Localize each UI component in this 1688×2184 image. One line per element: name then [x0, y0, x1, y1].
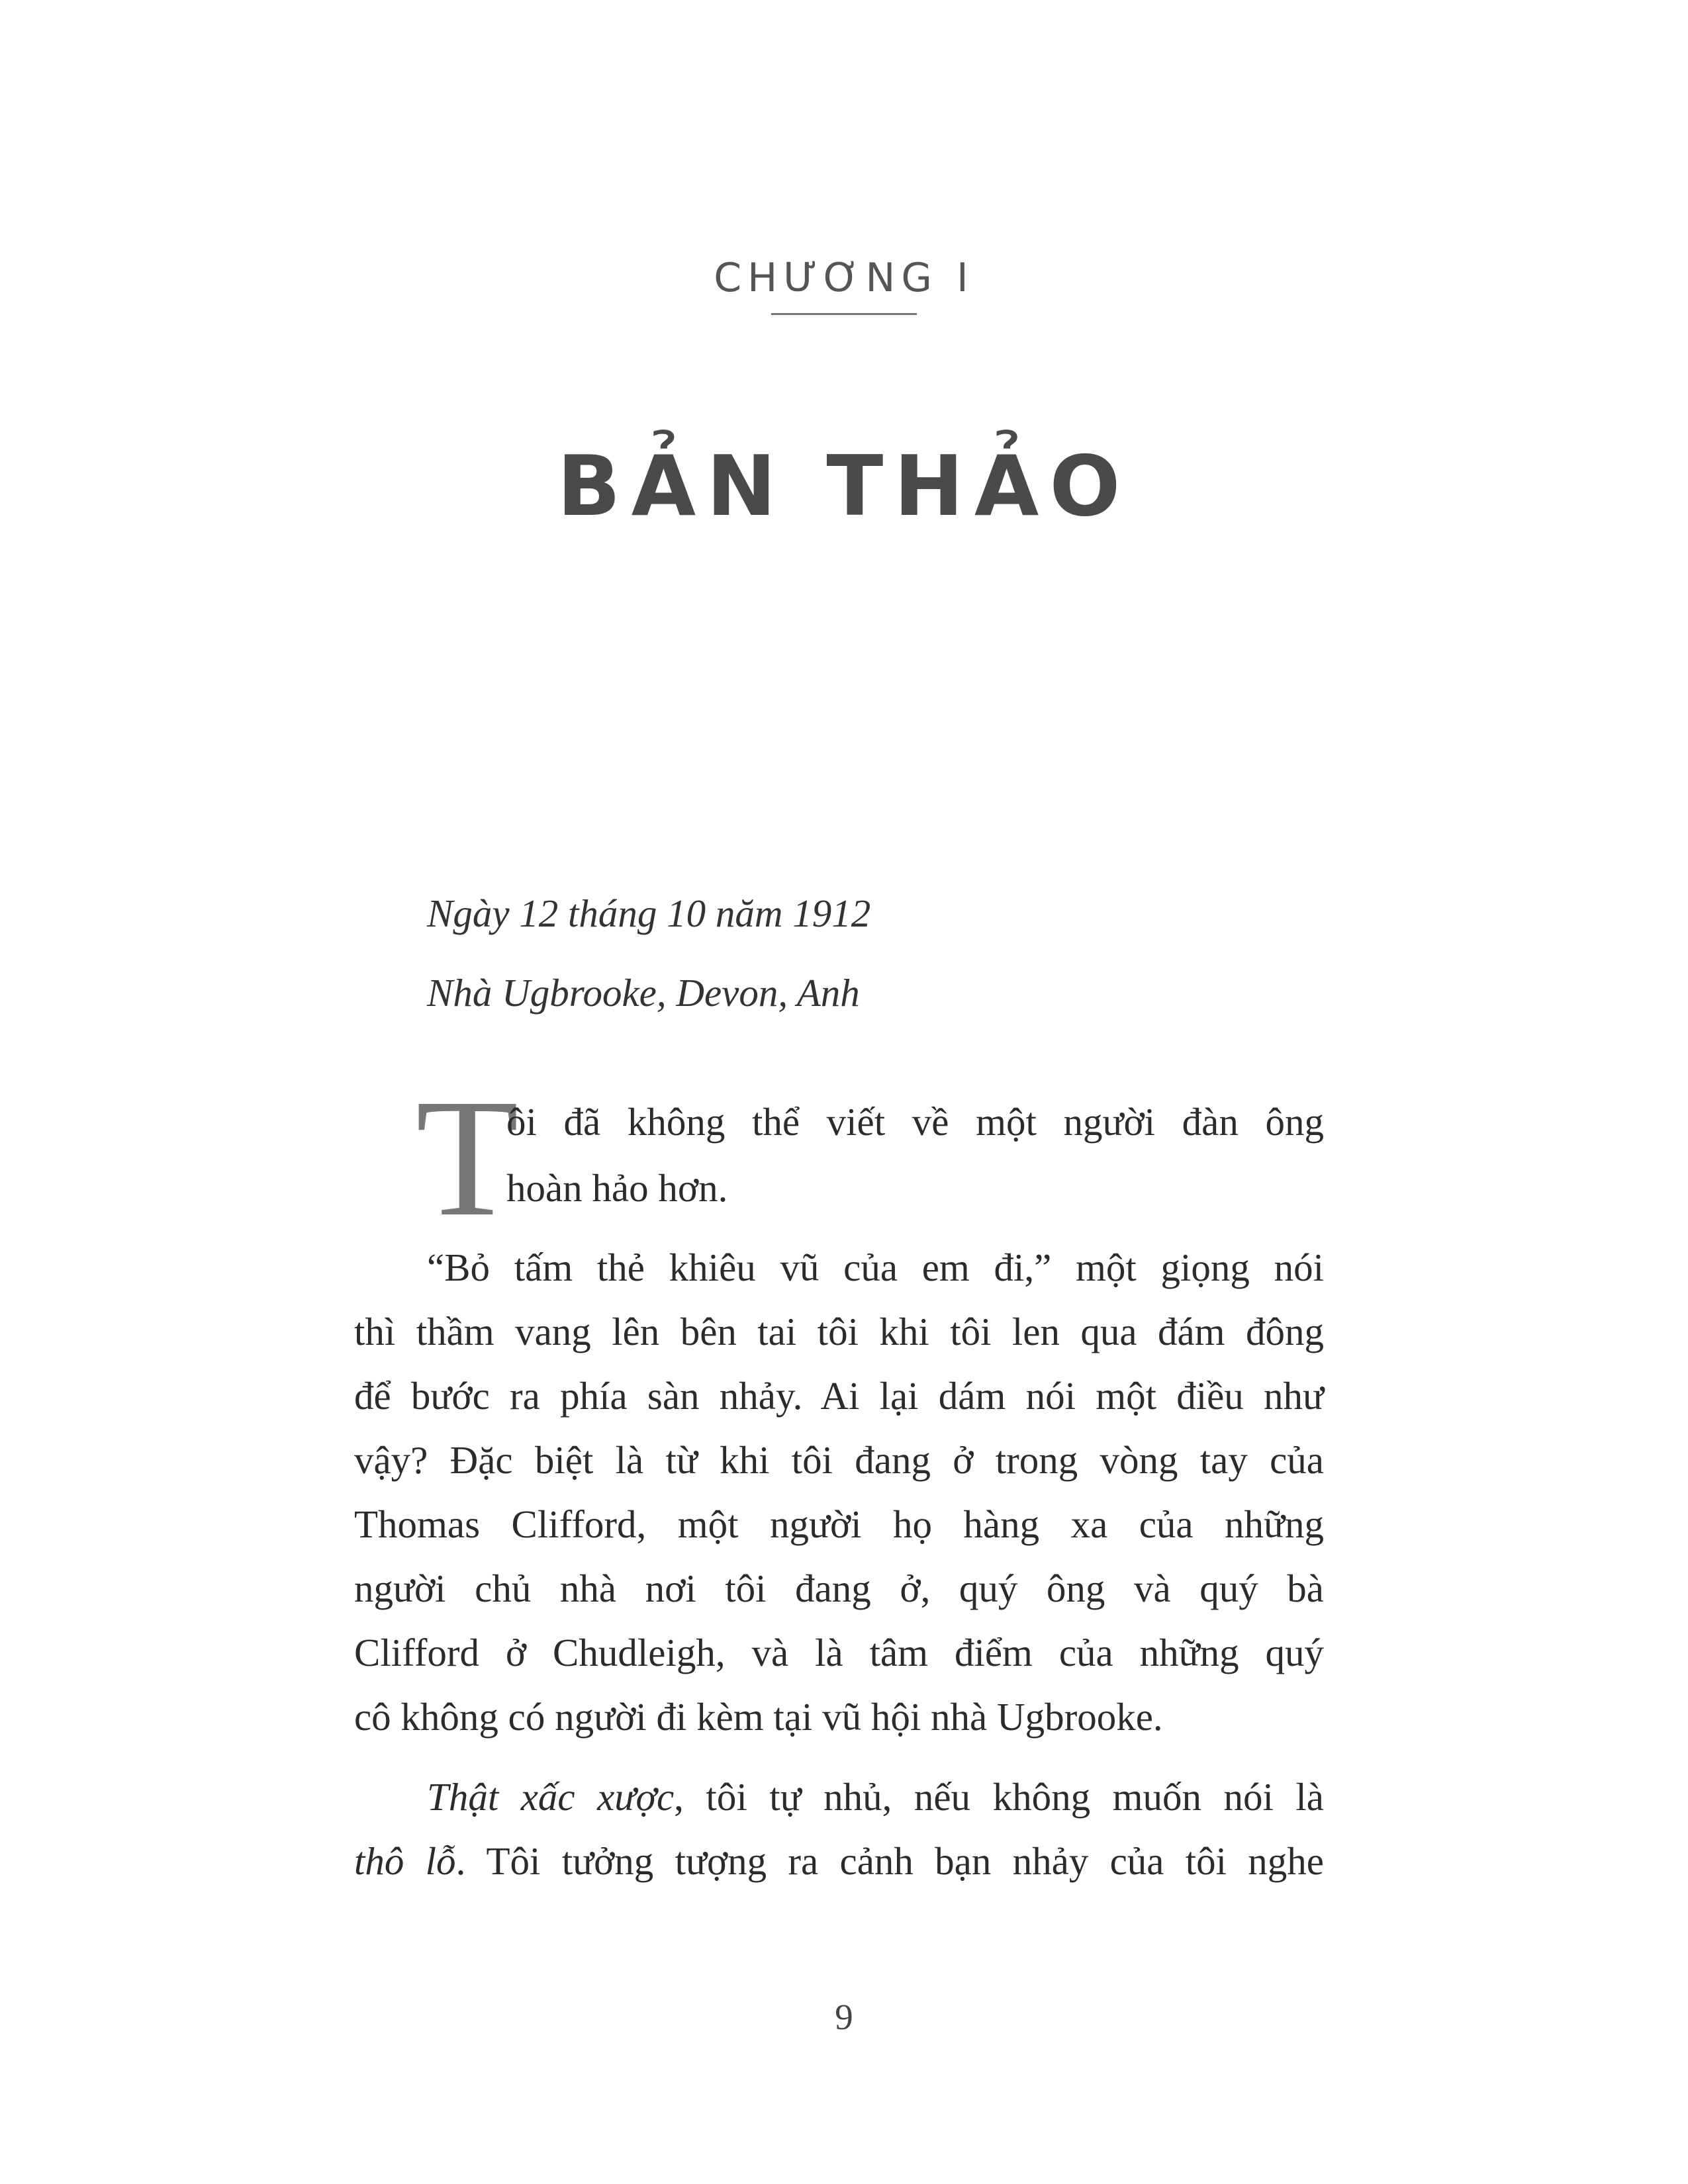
chapter-label: CHƯƠNG I: [714, 255, 974, 301]
paragraph-line: [354, 1838, 1324, 1884]
drop-cap-letter: T: [416, 1065, 519, 1251]
dateline-date: Ngày 12 tháng 10 năm 1912: [427, 891, 871, 935]
page-number: 9: [835, 1997, 853, 2037]
paragraph-line: vậy? Đặc biệt là từ khi tôi đang ở trong vòng tay của: [354, 1438, 1324, 1482]
chapter-divider: [771, 313, 917, 315]
paragraph-line: Clifford ở Chudleigh, và là tâm điểm của những quý: [354, 1631, 1324, 1674]
paragraph-line: [427, 1774, 1324, 1820]
paragraph-line: Thomas Clifford, một người họ hàng xa của những: [354, 1502, 1324, 1546]
paragraph-line: hoàn hảo hơn.: [506, 1166, 728, 1210]
chapter-title: BẢN THẢO: [557, 437, 1131, 535]
paragraph-line: “Bỏ tấm thẻ khiêu vũ của em đi,” một giọng nói: [427, 1246, 1324, 1289]
emphasis-text: Thật xấc xược: [427, 1775, 675, 1819]
paragraph-text: , tôi tự nhủ, nếu không muốn nói là: [674, 1775, 1324, 1819]
paragraph-line: để bước ra phía sàn nhảy. Ai lại dám nói một điều như: [354, 1374, 1324, 1418]
dateline-place: Nhà Ugbrooke, Devon, Anh: [427, 971, 860, 1015]
paragraph-line: người chủ nhà nơi tôi đang ở, quý ông và quý bà: [354, 1567, 1324, 1610]
paragraph-line: ôi đã không thể viết về một người đàn ông: [506, 1100, 1324, 1144]
paragraph-line: cô không có người đi kèm tại vũ hội nhà Ugbrooke.: [354, 1695, 1163, 1739]
paragraph-line: thì thầm vang lên bên tai tôi khi tôi len qua đám đông: [354, 1310, 1324, 1353]
emphasis-text: thô lỗ: [354, 1839, 456, 1883]
paragraph-text: . Tôi tưởng tượng ra cảnh bạn nhảy của tôi nghe: [455, 1839, 1324, 1883]
